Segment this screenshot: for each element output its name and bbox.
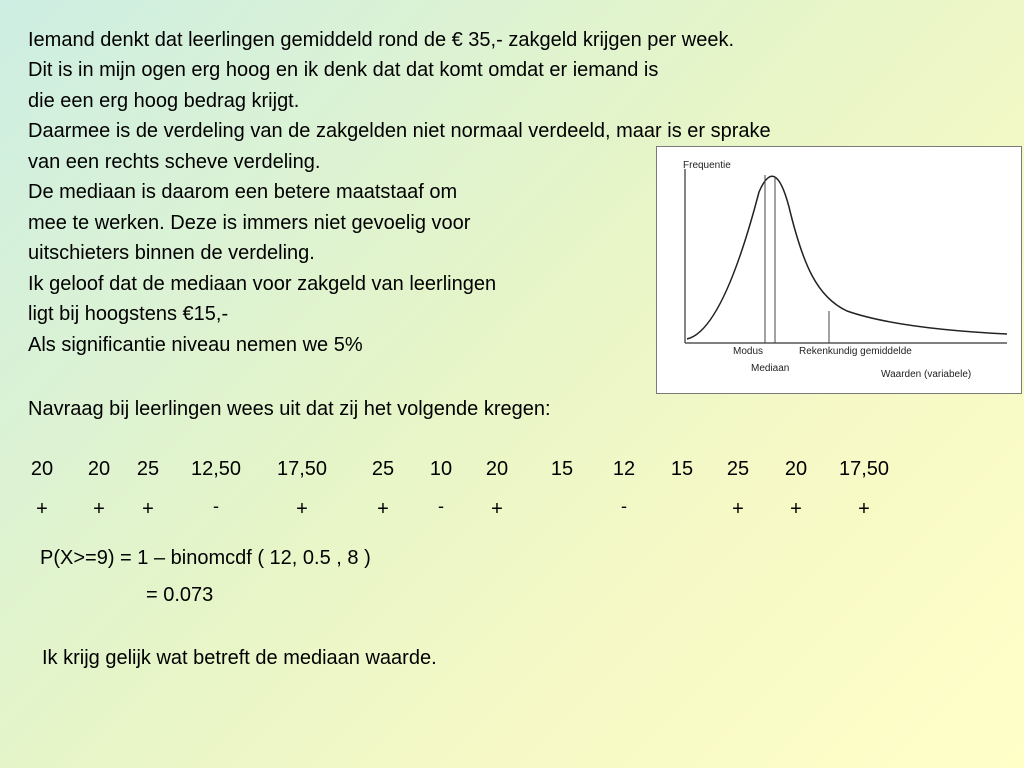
data-value: 20 [784,458,808,480]
data-value: 15 [670,458,694,480]
sign-mark: + [296,498,308,520]
sign-mark: + [93,498,105,520]
sign-mark: + [377,498,389,520]
text-line: Dit is in mijn ogen erg hoog en ik denk dat dat komt omdat er iemand is [28,59,659,81]
rekenkundig-gemiddelde-label: Rekenkundig gemiddelde [799,346,912,357]
modus-label: Modus [733,346,764,357]
sign-mark: + [491,498,503,520]
conclusion-text: Ik krijg gelijk wat betreft de mediaan waarde. [42,647,437,669]
sign-mark: + [36,498,48,520]
sign-mark: - [438,496,444,516]
data-value: 17,50 [838,458,890,480]
sign-mark: + [142,498,154,520]
text-line: mee te werken. Deze is immers niet gevoelig voor [28,212,471,234]
data-value: 20 [87,458,111,480]
text-line: uitschieters binnen de verdeling. [28,242,315,264]
sign-mark: - [621,496,627,516]
data-value: 20 [485,458,509,480]
data-value: 12,50 [190,458,242,480]
skewed-distribution-figure [656,146,1022,394]
data-value: 12 [612,458,636,480]
data-value: 10 [429,458,453,480]
text-line: die een erg hoog bedrag krijgt. [28,90,300,112]
text-line: ligt bij hoogstens €15,- [28,303,229,325]
text-line: De mediaan is daarom een betere maatstaaf om [28,181,458,203]
formula-line-1: P(X>=9) = 1 – binomcdf ( 12, 0.5 , 8 ) [40,547,371,569]
data-value: 25 [371,458,395,480]
mediaan-label: Mediaan [751,363,790,374]
distribution-curve [687,176,1007,339]
sign-mark: + [732,498,744,520]
text-line: Daarmee is de verdeling van de zakgelden niet normaal verdeeld, maar is er sprake [28,120,771,142]
sign-mark: + [790,498,802,520]
question-text: Navraag bij leerlingen wees uit dat zij het volgende kregen: [28,398,551,420]
data-value: 17,50 [276,458,328,480]
data-value: 15 [550,458,574,480]
text-line: Ik geloof dat de mediaan voor zakgeld van leerlingen [28,273,497,295]
text-line: Iemand denkt dat leerlingen gemiddeld rond de € 35,- zakgeld krijgen per week. [28,29,734,51]
text-line: van een rechts scheve verdeling. [28,151,321,173]
sign-mark: - [213,496,219,516]
data-value: 25 [726,458,750,480]
data-value: 20 [30,458,54,480]
text-line: Als significantie niveau nemen we 5% [28,334,363,356]
waarden-label: Waarden (variabele) [881,369,972,380]
frequentie-label: Frequentie [683,160,731,171]
data-value: 25 [136,458,160,480]
distribution-diagram [657,147,1023,395]
formula-line-2: = 0.073 [146,584,214,606]
sign-mark: + [858,498,870,520]
